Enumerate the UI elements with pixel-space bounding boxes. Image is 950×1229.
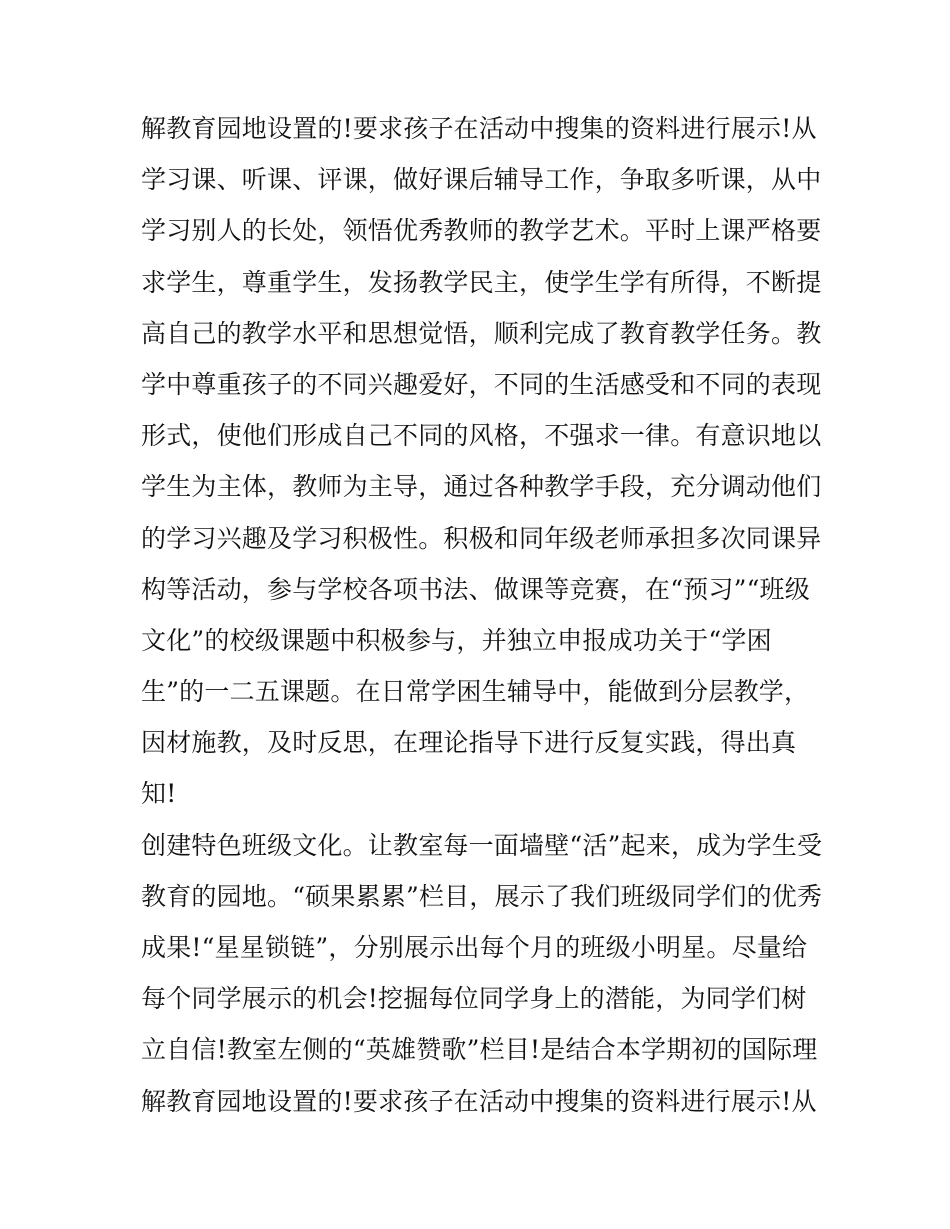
text-line-10: 构等活动，参与学校各项书法、做课等竞赛，在“预习”“班级 [141, 574, 810, 604]
text-line-13: 因材施教，及时反思，在理论指导下进行反复实践，得出真 [141, 728, 797, 758]
text-line-1: 解教育园地设置的!要求孩子在活动中搜集的资料进行展示!从 [141, 114, 817, 143]
text-line-2: 学习课、听课、评课，做好课后辅导工作，争取多听课，从中 [141, 165, 822, 195]
text-line-3: 学习别人的长处，领悟优秀教师的教学艺术。平时上课严格要 [141, 216, 822, 246]
text-line-4: 求学生，尊重学生，发扬教学民主，使学生学有所得，不断提 [141, 267, 822, 297]
text-line-14: 知! [141, 779, 177, 809]
text-line-7: 形式，使他们形成自己不同的风格，不强求一律。有意识地以 [141, 421, 822, 451]
text-line-19: 立自信!教室左侧的“英雄赞歌”栏目!是结合本学期初的国际理 [141, 1035, 818, 1065]
text-line-12: 生”的一二五课题。在日常学困生辅导中，能做到分层教学， [141, 677, 810, 707]
text-line-16: 教育的园地。“硕果累累”栏目，展示了我们班级同学们的优秀 [141, 881, 823, 911]
text-line-20: 解教育园地设置的!要求孩子在活动中搜集的资料进行展示!从 [141, 1086, 817, 1116]
body-text [141, 103, 821, 1127]
text-line-8: 学生为主体，教师为主导，通过各种教学手段，充分调动他们 [141, 472, 822, 502]
text-line-15: 创建特色班级文化。让教室每一面墙壁“活”起来，成为学生受 [141, 830, 823, 860]
text-line-17: 成果!“星星锁链”，分别展示出每个月的班级小明星。尽量给 [141, 933, 808, 962]
text-line-11: 文化”的校级课题中积极参与，并独立申报成功关于“学困 [141, 625, 772, 655]
text-line-6: 学中尊重孩子的不同兴趣爱好，不同的生活感受和不同的表现 [141, 369, 822, 399]
text-line-9: 的学习兴趣及学习积极性。积极和同年级老师承担多次同课异 [141, 523, 822, 553]
text-line-18: 每个同学展示的机会!挖掘每位同学身上的潜能，为同学们树 [141, 984, 807, 1014]
text-line-5: 高自己的教学水平和思想觉悟，顺利完成了教育教学任务。教 [141, 318, 822, 348]
